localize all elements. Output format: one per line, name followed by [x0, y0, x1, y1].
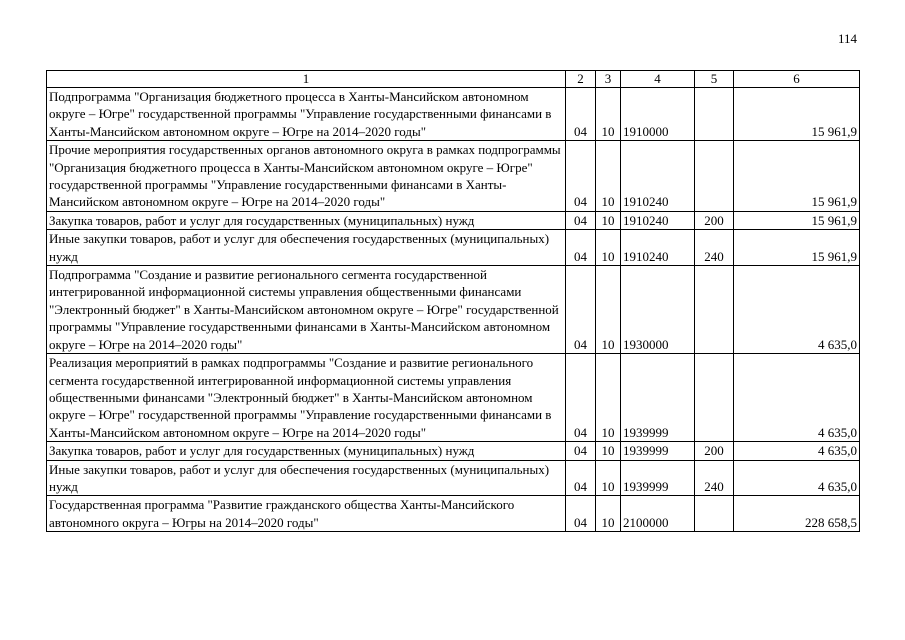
row-name-cell: Прочие мероприятия государственных органов автономного округа в рамках подпрограммы "Организация бюджетного процесса в Ханты-Мансийском автономном округе – Югре" государственной программы "Управление государственными финансами в Ханты-Мансийском автономном округе – Югре на 2014–2020 годы"	[47, 141, 566, 212]
row-section-cell: 04	[566, 266, 596, 354]
row-type-cell: 240	[695, 460, 734, 496]
row-sum-cell: 4 635,0	[734, 442, 860, 460]
row-subsection-cell: 10	[596, 442, 621, 460]
row-name-cell: Подпрограмма "Создание и развитие регионального сегмента государственной интегрированной информационной системы управления общественными финансами "Электронный бюджет" в Ханты-Мансийском автономном округе – Югре" государственной программы "Управление государственными финансами в Ханты-Мансийском автономном округе – Югре на 2014–2020 годы"	[47, 266, 566, 354]
table-row	[47, 354, 860, 442]
row-target-cell: 1910240	[621, 211, 695, 229]
header-col-name: 1	[47, 71, 566, 88]
row-subsection-cell: 10	[596, 266, 621, 354]
row-name-cell: Закупка товаров, работ и услуг для государственных (муниципальных) нужд	[47, 211, 566, 229]
row-type-cell	[695, 88, 734, 141]
row-type-cell: 200	[695, 442, 734, 460]
table-row	[47, 230, 860, 266]
row-section-cell: 04	[566, 496, 596, 532]
row-sum-cell: 15 961,9	[734, 88, 860, 141]
table-body	[47, 88, 860, 532]
row-sum-cell: 4 635,0	[734, 266, 860, 354]
row-subsection-cell: 10	[596, 211, 621, 229]
row-section-cell: 04	[566, 88, 596, 141]
header-col-target: 4	[621, 71, 695, 88]
table-row	[47, 88, 860, 141]
table-row	[47, 266, 860, 354]
row-name-cell: Государственная программа "Развитие гражданского общества Ханты-Мансийского автономного округа – Югры на 2014–2020 годы"	[47, 496, 566, 532]
row-name-cell: Иные закупки товаров, работ и услуг для обеспечения государственных (муниципальных) нужд	[47, 460, 566, 496]
row-name-cell: Подпрограмма "Организация бюджетного процесса в Ханты-Мансийском автономном округе – Югре" государственной программы "Управление государственными финансами в Ханты-Мансийском автономном округе – Югре на 2014–2020 годы"	[47, 88, 566, 141]
row-subsection-cell: 10	[596, 496, 621, 532]
header-row	[47, 71, 860, 88]
row-sum-cell: 15 961,9	[734, 141, 860, 212]
header-col-subsection: 3	[596, 71, 621, 88]
row-name-cell: Реализация мероприятий в рамках подпрограммы "Создание и развитие регионального сегмента государственной интегрированной информационной системы управления общественными финансами "Электронный бюджет" в Ханты-Мансийском автономном округе – Югре" государственной программы "Управление государственными финансами в Ханты-Мансийском автономном округе – Югре на 2014–2020 годы"	[47, 354, 566, 442]
row-target-cell: 1939999	[621, 460, 695, 496]
row-target-cell: 1930000	[621, 266, 695, 354]
header-col-section: 2	[566, 71, 596, 88]
row-target-cell: 1939999	[621, 354, 695, 442]
header-col-sum: 6	[734, 71, 860, 88]
row-type-cell: 200	[695, 211, 734, 229]
row-subsection-cell: 10	[596, 141, 621, 212]
row-type-cell	[695, 141, 734, 212]
row-type-cell: 240	[695, 230, 734, 266]
row-target-cell: 2100000	[621, 496, 695, 532]
table-row	[47, 460, 860, 496]
budget-table	[46, 70, 860, 532]
table-row	[47, 141, 860, 212]
header-col-type: 5	[695, 71, 734, 88]
row-sum-cell: 4 635,0	[734, 460, 860, 496]
row-section-cell: 04	[566, 442, 596, 460]
row-sum-cell: 4 635,0	[734, 354, 860, 442]
page-number: 114	[838, 31, 858, 46]
row-name-cell: Закупка товаров, работ и услуг для государственных (муниципальных) нужд	[47, 442, 566, 460]
row-sum-cell: 15 961,9	[734, 230, 860, 266]
row-section-cell: 04	[566, 354, 596, 442]
row-subsection-cell: 10	[596, 88, 621, 141]
row-type-cell	[695, 496, 734, 532]
table-row	[47, 442, 860, 460]
row-section-cell: 04	[566, 460, 596, 496]
table-row	[47, 211, 860, 229]
row-target-cell: 1910240	[621, 141, 695, 212]
row-subsection-cell: 10	[596, 460, 621, 496]
row-type-cell	[695, 266, 734, 354]
row-subsection-cell: 10	[596, 354, 621, 442]
row-section-cell: 04	[566, 211, 596, 229]
row-section-cell: 04	[566, 141, 596, 212]
row-target-cell: 1910000	[621, 88, 695, 141]
row-sum-cell: 228 658,5	[734, 496, 860, 532]
row-target-cell: 1910240	[621, 230, 695, 266]
row-sum-cell: 15 961,9	[734, 211, 860, 229]
row-subsection-cell: 10	[596, 230, 621, 266]
row-section-cell: 04	[566, 230, 596, 266]
row-type-cell	[695, 354, 734, 442]
table-header	[47, 71, 860, 88]
row-target-cell: 1939999	[621, 442, 695, 460]
row-name-cell: Иные закупки товаров, работ и услуг для обеспечения государственных (муниципальных) нужд	[47, 230, 566, 266]
table-row	[47, 496, 860, 532]
